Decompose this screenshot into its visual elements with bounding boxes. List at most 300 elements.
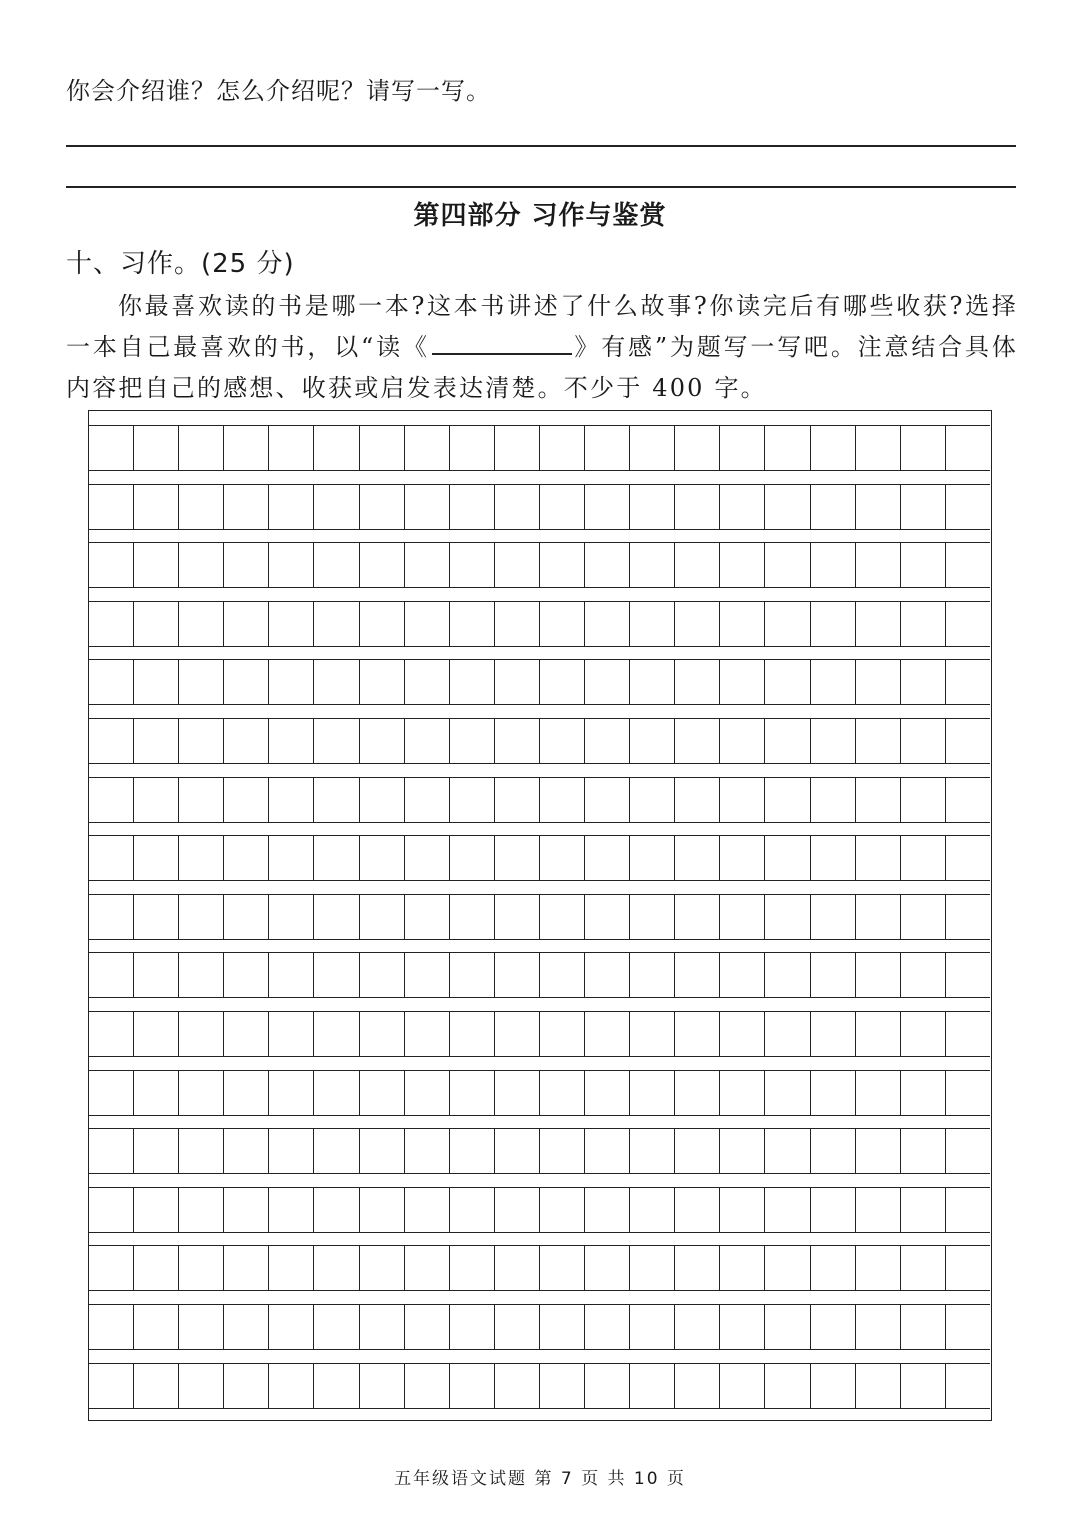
grid-cell[interactable] [495, 602, 540, 646]
grid-cell[interactable] [134, 953, 179, 997]
grid-cell[interactable] [856, 1246, 901, 1290]
grid-cell[interactable] [811, 953, 856, 997]
grid-cell[interactable] [89, 543, 134, 587]
grid-cell[interactable] [495, 660, 540, 704]
grid-cell[interactable] [314, 602, 359, 646]
grid-cell[interactable] [765, 836, 810, 880]
grid-cell[interactable] [856, 778, 901, 822]
grid-cell[interactable] [224, 1246, 269, 1290]
grid-cell[interactable] [856, 719, 901, 763]
grid-cell[interactable] [901, 602, 946, 646]
grid-cell[interactable] [495, 953, 540, 997]
grid-cell[interactable] [765, 1305, 810, 1349]
grid-cell[interactable] [540, 660, 585, 704]
grid-cell[interactable] [224, 1364, 269, 1408]
grid-cell[interactable] [540, 1246, 585, 1290]
grid-cell[interactable] [314, 426, 359, 470]
grid-cell[interactable] [224, 426, 269, 470]
grid-cell[interactable] [856, 1071, 901, 1115]
grid-cell[interactable] [630, 778, 675, 822]
grid-cell[interactable] [946, 953, 990, 997]
grid-cell[interactable] [314, 1012, 359, 1056]
grid-cell[interactable] [946, 426, 990, 470]
grid-cell[interactable] [495, 485, 540, 529]
grid-cell[interactable] [856, 1012, 901, 1056]
grid-cell[interactable] [811, 1188, 856, 1232]
grid-cell[interactable] [450, 836, 495, 880]
grid-cell[interactable] [360, 953, 405, 997]
grid-cell[interactable] [360, 1188, 405, 1232]
grid-cell[interactable] [675, 1071, 720, 1115]
grid-cell[interactable] [405, 543, 450, 587]
grid-cell[interactable] [179, 1188, 224, 1232]
grid-cell[interactable] [224, 1305, 269, 1349]
grid-cell[interactable] [134, 543, 179, 587]
grid-cell[interactable] [856, 836, 901, 880]
grid-cell[interactable] [540, 778, 585, 822]
grid-cell[interactable] [269, 836, 314, 880]
grid-cell[interactable] [314, 778, 359, 822]
grid-cell[interactable] [946, 1071, 990, 1115]
grid-cell[interactable] [314, 1246, 359, 1290]
grid-cell[interactable] [314, 660, 359, 704]
grid-cell[interactable] [495, 778, 540, 822]
grid-cell[interactable] [360, 1246, 405, 1290]
grid-cell[interactable] [450, 543, 495, 587]
grid-cell[interactable] [269, 1012, 314, 1056]
grid-cell[interactable] [585, 1364, 630, 1408]
grid-cell[interactable] [540, 1071, 585, 1115]
grid-cell[interactable] [495, 1364, 540, 1408]
grid-cell[interactable] [450, 778, 495, 822]
grid-cell[interactable] [360, 836, 405, 880]
grid-cell[interactable] [540, 836, 585, 880]
grid-cell[interactable] [856, 543, 901, 587]
grid-cell[interactable] [856, 1188, 901, 1232]
grid-cell[interactable] [450, 1071, 495, 1115]
grid-cell[interactable] [946, 1305, 990, 1349]
grid-cell[interactable] [765, 778, 810, 822]
grid-cell[interactable] [720, 719, 765, 763]
grid-cell[interactable] [495, 1188, 540, 1232]
grid-cell[interactable] [720, 953, 765, 997]
grid-cell[interactable] [540, 895, 585, 939]
grid-cell[interactable] [450, 1012, 495, 1056]
grid-cell[interactable] [540, 953, 585, 997]
grid-cell[interactable] [134, 660, 179, 704]
grid-cell[interactable] [811, 602, 856, 646]
grid-cell[interactable] [811, 660, 856, 704]
grid-cell[interactable] [946, 1246, 990, 1290]
grid-cell[interactable] [179, 485, 224, 529]
grid-cell[interactable] [630, 602, 675, 646]
grid-cell[interactable] [856, 1129, 901, 1173]
grid-cell[interactable] [495, 719, 540, 763]
grid-cell[interactable] [314, 836, 359, 880]
grid-cell[interactable] [269, 543, 314, 587]
grid-cell[interactable] [720, 1071, 765, 1115]
grid-cell[interactable] [630, 1129, 675, 1173]
grid-cell[interactable] [269, 426, 314, 470]
grid-cell[interactable] [179, 1071, 224, 1115]
grid-cell[interactable] [946, 719, 990, 763]
grid-cell[interactable] [630, 1012, 675, 1056]
grid-cell[interactable] [179, 836, 224, 880]
grid-cell[interactable] [224, 953, 269, 997]
grid-cell[interactable] [720, 426, 765, 470]
grid-cell[interactable] [224, 1071, 269, 1115]
grid-cell[interactable] [89, 1129, 134, 1173]
grid-cell[interactable] [224, 895, 269, 939]
grid-cell[interactable] [405, 426, 450, 470]
grid-cell[interactable] [179, 426, 224, 470]
grid-cell[interactable] [405, 1129, 450, 1173]
grid-cell[interactable] [765, 719, 810, 763]
grid-cell[interactable] [495, 895, 540, 939]
grid-cell[interactable] [495, 836, 540, 880]
grid-cell[interactable] [630, 836, 675, 880]
grid-cell[interactable] [720, 543, 765, 587]
grid-cell[interactable] [405, 660, 450, 704]
grid-cell[interactable] [360, 543, 405, 587]
grid-cell[interactable] [450, 602, 495, 646]
grid-cell[interactable] [450, 1305, 495, 1349]
grid-cell[interactable] [720, 1305, 765, 1349]
grid-cell[interactable] [269, 953, 314, 997]
grid-cell[interactable] [450, 660, 495, 704]
grid-cell[interactable] [585, 543, 630, 587]
grid-cell[interactable] [765, 953, 810, 997]
grid-cell[interactable] [585, 1071, 630, 1115]
grid-cell[interactable] [720, 602, 765, 646]
grid-cell[interactable] [269, 1246, 314, 1290]
grid-cell[interactable] [720, 1364, 765, 1408]
grid-cell[interactable] [360, 602, 405, 646]
grid-cell[interactable] [89, 836, 134, 880]
grid-cell[interactable] [901, 1129, 946, 1173]
grid-cell[interactable] [224, 1188, 269, 1232]
grid-cell[interactable] [765, 895, 810, 939]
grid-cell[interactable] [360, 660, 405, 704]
title-blank[interactable] [432, 327, 572, 355]
grid-cell[interactable] [360, 719, 405, 763]
grid-cell[interactable] [811, 543, 856, 587]
grid-cell[interactable] [946, 1129, 990, 1173]
grid-cell[interactable] [540, 426, 585, 470]
grid-cell[interactable] [765, 1129, 810, 1173]
grid-cell[interactable] [179, 719, 224, 763]
grid-cell[interactable] [450, 1129, 495, 1173]
grid-cell[interactable] [360, 1305, 405, 1349]
grid-cell[interactable] [540, 1188, 585, 1232]
grid-cell[interactable] [405, 1364, 450, 1408]
grid-cell[interactable] [585, 895, 630, 939]
grid-cell[interactable] [89, 778, 134, 822]
grid-cell[interactable] [720, 778, 765, 822]
grid-cell[interactable] [134, 1364, 179, 1408]
grid-cell[interactable] [901, 1246, 946, 1290]
grid-cell[interactable] [585, 426, 630, 470]
grid-cell[interactable] [405, 953, 450, 997]
grid-cell[interactable] [269, 778, 314, 822]
grid-cell[interactable] [134, 1012, 179, 1056]
grid-cell[interactable] [585, 1305, 630, 1349]
grid-cell[interactable] [314, 1071, 359, 1115]
grid-cell[interactable] [630, 485, 675, 529]
grid-cell[interactable] [540, 485, 585, 529]
grid-cell[interactable] [856, 953, 901, 997]
grid-cell[interactable] [946, 1188, 990, 1232]
grid-cell[interactable] [495, 426, 540, 470]
grid-cell[interactable] [946, 778, 990, 822]
grid-cell[interactable] [630, 895, 675, 939]
grid-cell[interactable] [630, 1188, 675, 1232]
grid-cell[interactable] [811, 1305, 856, 1349]
grid-cell[interactable] [495, 1129, 540, 1173]
grid-cell[interactable] [765, 660, 810, 704]
grid-cell[interactable] [675, 543, 720, 587]
grid-cell[interactable] [720, 1188, 765, 1232]
grid-cell[interactable] [630, 719, 675, 763]
grid-cell[interactable] [405, 719, 450, 763]
grid-cell[interactable] [765, 1071, 810, 1115]
grid-cell[interactable] [269, 660, 314, 704]
grid-cell[interactable] [89, 953, 134, 997]
grid-cell[interactable] [675, 1188, 720, 1232]
grid-cell[interactable] [314, 1305, 359, 1349]
grid-cell[interactable] [720, 660, 765, 704]
grid-cell[interactable] [134, 485, 179, 529]
grid-cell[interactable] [89, 426, 134, 470]
grid-cell[interactable] [856, 1305, 901, 1349]
grid-cell[interactable] [675, 485, 720, 529]
grid-cell[interactable] [630, 953, 675, 997]
grid-cell[interactable] [540, 719, 585, 763]
grid-cell[interactable] [495, 543, 540, 587]
grid-cell[interactable] [901, 719, 946, 763]
grid-cell[interactable] [720, 836, 765, 880]
grid-cell[interactable] [179, 660, 224, 704]
grid-cell[interactable] [405, 602, 450, 646]
grid-cell[interactable] [720, 485, 765, 529]
grid-cell[interactable] [901, 895, 946, 939]
grid-cell[interactable] [314, 953, 359, 997]
grid-cell[interactable] [134, 778, 179, 822]
grid-cell[interactable] [811, 1129, 856, 1173]
grid-cell[interactable] [856, 426, 901, 470]
grid-cell[interactable] [495, 1012, 540, 1056]
grid-cell[interactable] [675, 719, 720, 763]
grid-cell[interactable] [765, 1246, 810, 1290]
grid-cell[interactable] [540, 1012, 585, 1056]
grid-cell[interactable] [856, 660, 901, 704]
grid-cell[interactable] [269, 1364, 314, 1408]
grid-cell[interactable] [765, 543, 810, 587]
grid-cell[interactable] [901, 1188, 946, 1232]
grid-cell[interactable] [450, 953, 495, 997]
grid-cell[interactable] [811, 719, 856, 763]
grid-cell[interactable] [540, 1129, 585, 1173]
grid-cell[interactable] [179, 1246, 224, 1290]
grid-cell[interactable] [856, 1364, 901, 1408]
grid-cell[interactable] [765, 1012, 810, 1056]
grid-cell[interactable] [224, 602, 269, 646]
grid-cell[interactable] [675, 836, 720, 880]
grid-cell[interactable] [901, 426, 946, 470]
grid-cell[interactable] [585, 778, 630, 822]
grid-cell[interactable] [675, 602, 720, 646]
grid-cell[interactable] [901, 485, 946, 529]
grid-cell[interactable] [360, 1071, 405, 1115]
grid-cell[interactable] [585, 836, 630, 880]
grid-cell[interactable] [89, 485, 134, 529]
grid-cell[interactable] [405, 485, 450, 529]
grid-cell[interactable] [720, 1246, 765, 1290]
grid-cell[interactable] [765, 485, 810, 529]
grid-cell[interactable] [720, 1129, 765, 1173]
grid-cell[interactable] [585, 1012, 630, 1056]
grid-cell[interactable] [405, 836, 450, 880]
grid-cell[interactable] [134, 426, 179, 470]
grid-cell[interactable] [360, 895, 405, 939]
grid-cell[interactable] [630, 1364, 675, 1408]
grid-cell[interactable] [585, 602, 630, 646]
grid-cell[interactable] [314, 543, 359, 587]
grid-cell[interactable] [856, 602, 901, 646]
grid-cell[interactable] [675, 778, 720, 822]
grid-cell[interactable] [89, 719, 134, 763]
grid-cell[interactable] [630, 660, 675, 704]
grid-cell[interactable] [450, 895, 495, 939]
grid-cell[interactable] [901, 778, 946, 822]
grid-cell[interactable] [946, 1012, 990, 1056]
grid-cell[interactable] [179, 895, 224, 939]
grid-cell[interactable] [89, 1305, 134, 1349]
grid-cell[interactable] [901, 543, 946, 587]
grid-cell[interactable] [224, 543, 269, 587]
grid-cell[interactable] [89, 1071, 134, 1115]
grid-cell[interactable] [224, 1012, 269, 1056]
grid-cell[interactable] [314, 719, 359, 763]
grid-cell[interactable] [856, 895, 901, 939]
grid-cell[interactable] [269, 1129, 314, 1173]
grid-cell[interactable] [134, 1071, 179, 1115]
grid-cell[interactable] [179, 1305, 224, 1349]
grid-cell[interactable] [630, 1246, 675, 1290]
grid-cell[interactable] [946, 485, 990, 529]
grid-cell[interactable] [269, 1305, 314, 1349]
grid-cell[interactable] [450, 1246, 495, 1290]
grid-cell[interactable] [901, 836, 946, 880]
grid-cell[interactable] [675, 1246, 720, 1290]
grid-cell[interactable] [314, 1188, 359, 1232]
grid-cell[interactable] [134, 836, 179, 880]
grid-cell[interactable] [675, 1012, 720, 1056]
grid-cell[interactable] [360, 1012, 405, 1056]
grid-cell[interactable] [811, 836, 856, 880]
grid-cell[interactable] [89, 1188, 134, 1232]
grid-cell[interactable] [495, 1071, 540, 1115]
grid-cell[interactable] [901, 1012, 946, 1056]
grid-cell[interactable] [269, 895, 314, 939]
grid-cell[interactable] [360, 426, 405, 470]
grid-cell[interactable] [675, 1305, 720, 1349]
grid-cell[interactable] [450, 426, 495, 470]
grid-cell[interactable] [585, 719, 630, 763]
grid-cell[interactable] [450, 1188, 495, 1232]
grid-cell[interactable] [269, 485, 314, 529]
grid-cell[interactable] [675, 953, 720, 997]
grid-cell[interactable] [179, 1129, 224, 1173]
grid-cell[interactable] [901, 953, 946, 997]
grid-cell[interactable] [675, 895, 720, 939]
grid-cell[interactable] [540, 1364, 585, 1408]
grid-cell[interactable] [495, 1246, 540, 1290]
grid-cell[interactable] [675, 1364, 720, 1408]
grid-cell[interactable] [901, 1071, 946, 1115]
grid-cell[interactable] [134, 719, 179, 763]
grid-cell[interactable] [811, 895, 856, 939]
grid-cell[interactable] [450, 485, 495, 529]
grid-cell[interactable] [405, 1071, 450, 1115]
grid-cell[interactable] [179, 953, 224, 997]
grid-cell[interactable] [901, 1305, 946, 1349]
grid-cell[interactable] [269, 1188, 314, 1232]
grid-cell[interactable] [179, 1364, 224, 1408]
grid-cell[interactable] [901, 660, 946, 704]
grid-cell[interactable] [134, 1188, 179, 1232]
grid-cell[interactable] [405, 1246, 450, 1290]
grid-cell[interactable] [946, 543, 990, 587]
grid-cell[interactable] [314, 895, 359, 939]
grid-cell[interactable] [585, 953, 630, 997]
grid-cell[interactable] [630, 543, 675, 587]
grid-cell[interactable] [224, 836, 269, 880]
answer-line[interactable] [66, 186, 1016, 188]
grid-cell[interactable] [675, 426, 720, 470]
answer-line[interactable] [66, 145, 1016, 147]
grid-cell[interactable] [720, 895, 765, 939]
grid-cell[interactable] [224, 719, 269, 763]
grid-cell[interactable] [269, 719, 314, 763]
grid-cell[interactable] [134, 602, 179, 646]
grid-cell[interactable] [946, 895, 990, 939]
grid-cell[interactable] [224, 1129, 269, 1173]
grid-cell[interactable] [901, 1364, 946, 1408]
grid-cell[interactable] [179, 778, 224, 822]
grid-cell[interactable] [811, 1364, 856, 1408]
grid-cell[interactable] [540, 602, 585, 646]
grid-cell[interactable] [765, 426, 810, 470]
grid-cell[interactable] [585, 1129, 630, 1173]
grid-cell[interactable] [811, 1246, 856, 1290]
grid-cell[interactable] [89, 602, 134, 646]
grid-cell[interactable] [811, 1071, 856, 1115]
grid-cell[interactable] [224, 778, 269, 822]
grid-cell[interactable] [89, 1246, 134, 1290]
grid-cell[interactable] [405, 1188, 450, 1232]
grid-cell[interactable] [360, 778, 405, 822]
grid-cell[interactable] [360, 1129, 405, 1173]
grid-cell[interactable] [360, 1364, 405, 1408]
grid-cell[interactable] [314, 1129, 359, 1173]
grid-cell[interactable] [360, 485, 405, 529]
grid-cell[interactable] [630, 426, 675, 470]
grid-cell[interactable] [630, 1071, 675, 1115]
grid-cell[interactable] [675, 660, 720, 704]
grid-cell[interactable] [450, 1364, 495, 1408]
grid-cell[interactable] [450, 719, 495, 763]
